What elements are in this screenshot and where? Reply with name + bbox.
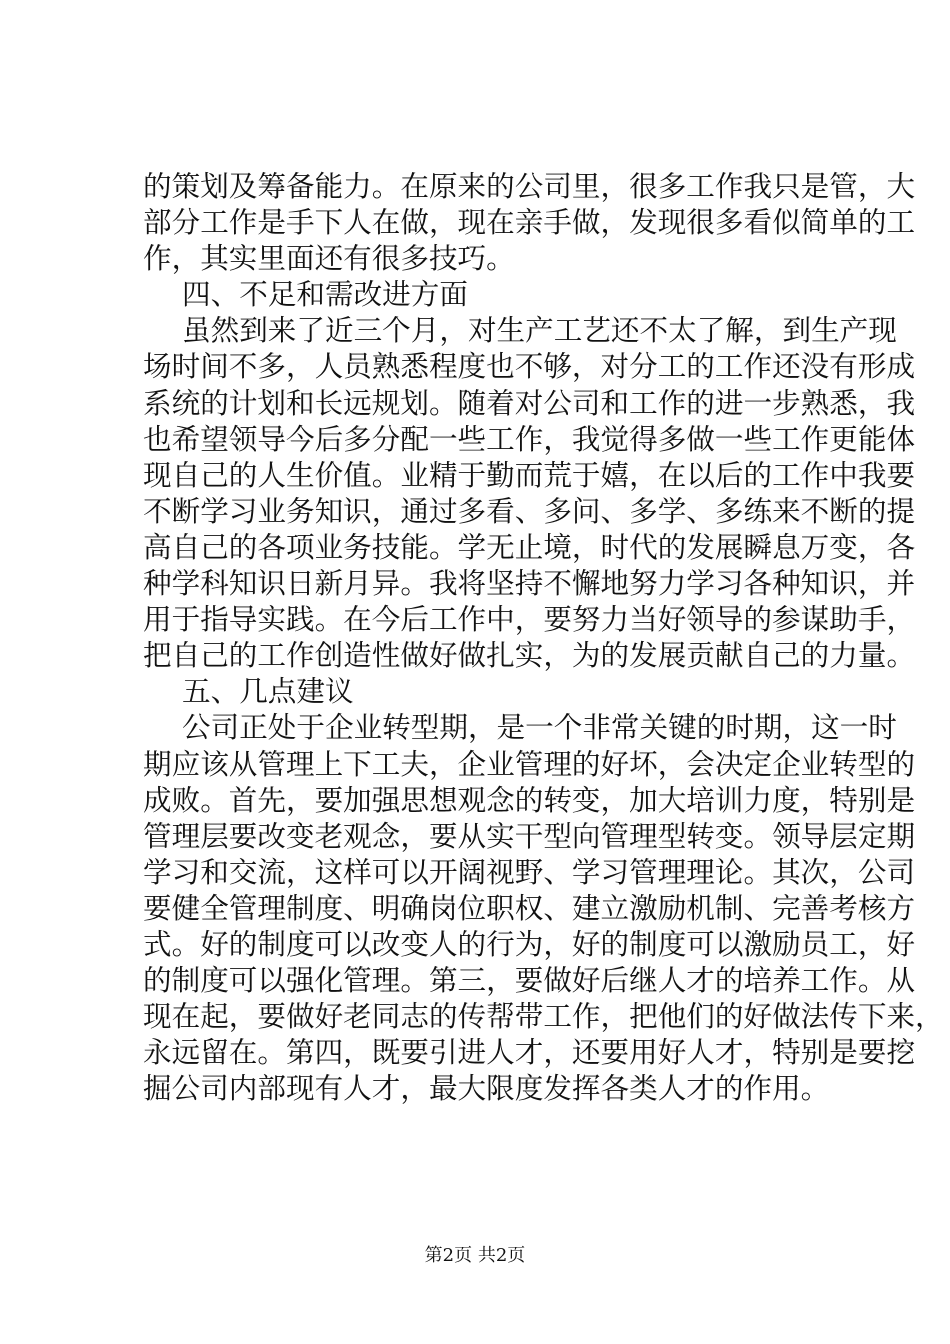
body-text-line: 不断学习业务知识，通过多看、多问、多学、多练来不断的提 [143, 493, 916, 528]
body-text-line: 场时间不多，人员熟悉程度也不够，对分工的工作还没有形成 [143, 349, 916, 384]
body-text-line: 学习和交流，这样可以开阔视野、学习管理理论。其次，公司 [143, 854, 916, 889]
body-text-line: 成败。首先，要加强思想观念的转变，加大培训力度，特别是 [143, 782, 916, 817]
section-heading: 四、不足和需改进方面 [182, 277, 468, 312]
body-text-line: 用于指导实践。在今后工作中，要努力当好领导的参谋助手， [143, 602, 916, 637]
body-text-line: 期应该从管理上下工夫，企业管理的好坏，会决定企业转型的 [143, 746, 916, 781]
section-heading: 五、几点建议 [182, 674, 354, 709]
document-body [143, 168, 944, 1106]
body-text-line: 系统的计划和长远规划。随着对公司和工作的进一步熟悉，我 [143, 385, 916, 420]
body-text-line: 掘公司内部现有人才，最大限度发挥各类人才的作用。 [143, 1071, 830, 1106]
body-text-line: 作，其实里面还有很多技巧。 [143, 241, 515, 276]
body-text-line: 的策划及筹备能力。在原来的公司里，很多工作我只是管，大 [143, 169, 916, 203]
paragraph-first-line: 虽然到来了近三个月，对生产工艺还不太了解，到生产现 [182, 313, 897, 348]
body-text-line: 的制度可以强化管理。第三，要做好后继人才的培养工作。从 [143, 963, 916, 998]
body-text-line: 现在起，要做好老同志的传帮带工作，把他们的好做法传下来， [143, 999, 944, 1034]
paragraph-first-line: 公司正处于企业转型期，是一个非常关键的时期，这一时 [182, 710, 897, 745]
body-text-line: 管理层要改变老观念，要从实干型向管理型转变。领导层定期 [143, 818, 916, 853]
page-number-footer: 第2页 共2页 [424, 1245, 526, 1266]
body-text-line: 永远留在。第四，既要引进人才，还要用好人才，特别是要挖 [143, 1035, 916, 1070]
body-text-line: 要健全管理制度、明确岗位职权、建立激励机制、完善考核方 [143, 890, 916, 925]
body-text-line: 也希望领导今后多分配一些工作，我觉得多做一些工作更能体 [143, 421, 916, 456]
body-text-line: 式。好的制度可以改变人的行为，好的制度可以激励员工，好 [143, 926, 916, 961]
body-text-line: 部分工作是手下人在做，现在亲手做，发现很多看似简单的工 [143, 205, 916, 240]
body-text-line: 把自己的工作创造性做好做扎实，为的发展贡献自己的力量。 [143, 638, 916, 673]
body-text-line: 高自己的各项业务技能。学无止境，时代的发展瞬息万变，各 [143, 529, 916, 564]
body-text-line: 现自己的人生价值。业精于勤而荒于嬉，在以后的工作中我要 [143, 457, 916, 492]
body-text-line: 种学科知识日新月异。我将坚持不懈地努力学习各种知识，并 [143, 566, 916, 601]
